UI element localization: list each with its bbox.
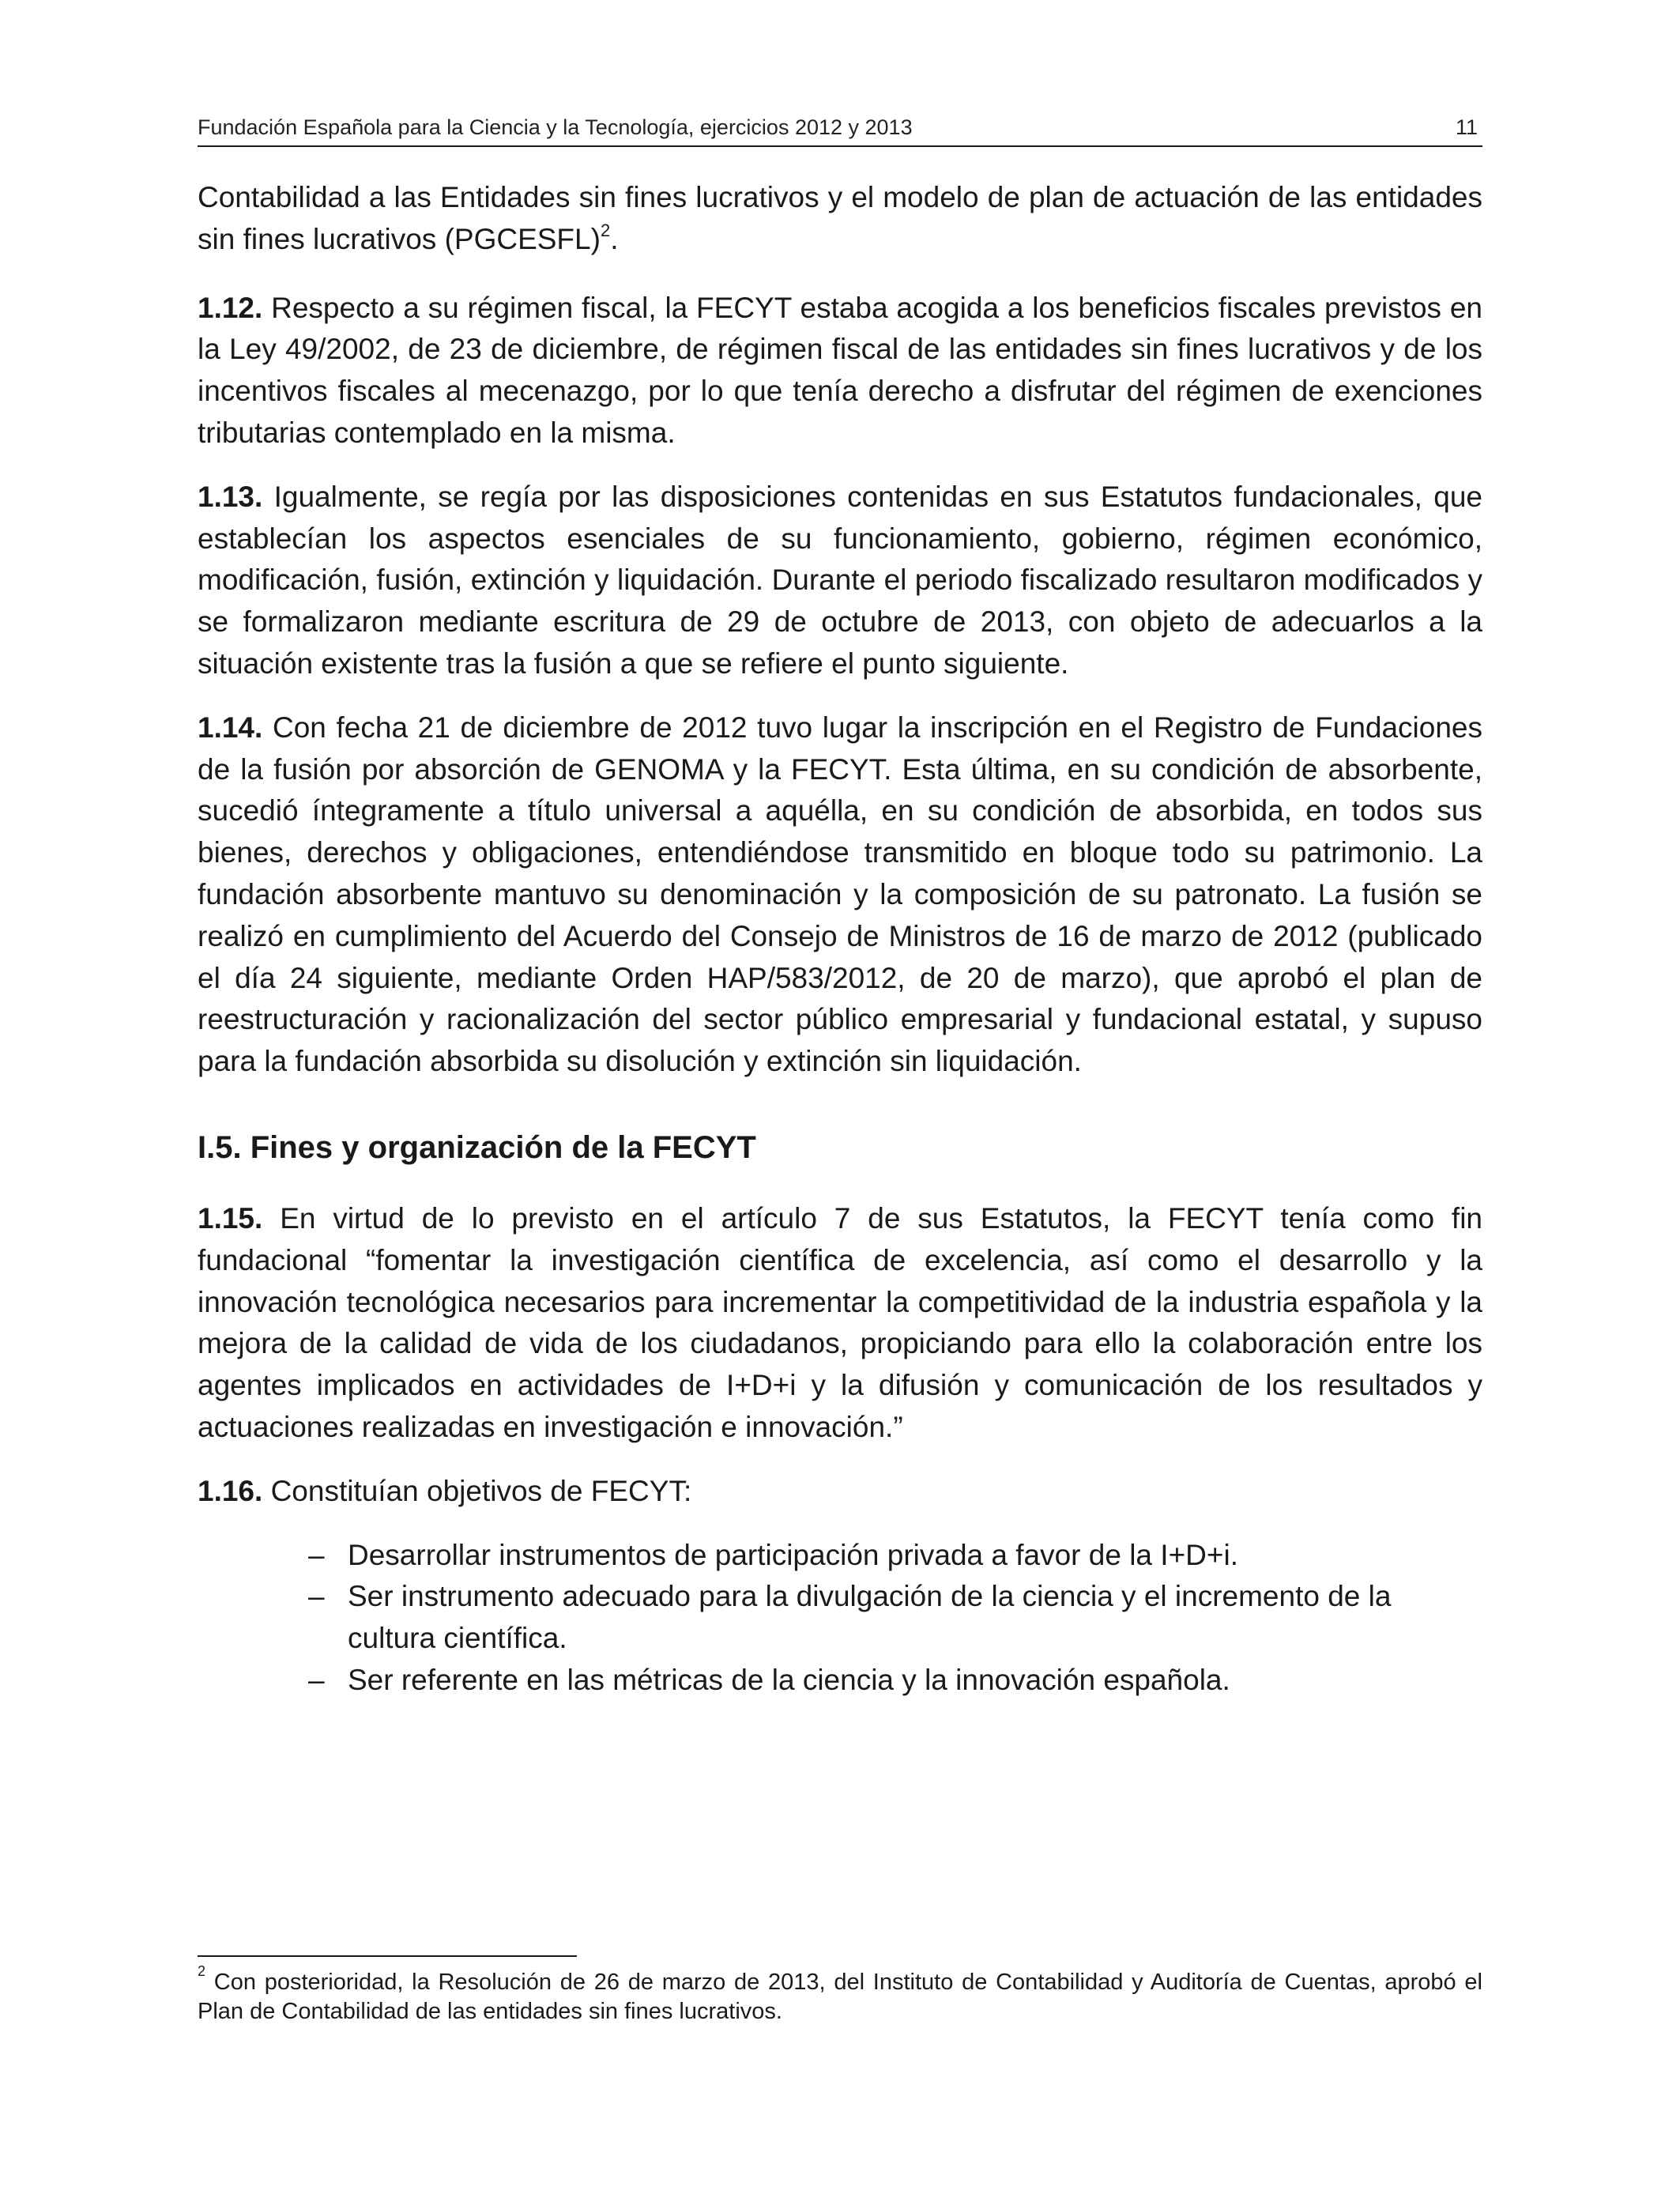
paragraph-1-15 [198, 1198, 1482, 1449]
footnote-reference[interactable]: 2 [600, 221, 611, 241]
list-item [308, 1660, 1482, 1702]
dash-bullet: – [308, 1663, 325, 1696]
paragraph-number: 1.12. [198, 291, 263, 324]
paragraph-number: 1.14. [198, 711, 263, 744]
paragraph-text: En virtud de lo previsto en el artículo 7 de sus Estatutos, la FECYT tenía como fin fundacional “fomentar la investigación científica de excelencia, así como el desarrollo y la innovación tecnológica necesarios para incrementar la competitividad de la industria española y la mejora de la calidad de vida de los ciudadanos, propiciando para ello la colaboración entre los agentes implicados en actividades de I+D+i y la difusión y comunicación de los resultados y actuaciones realizadas en investigación e innovación.” [198, 1201, 1482, 1443]
paragraph-1-12 [198, 288, 1482, 454]
paragraph-1-16 [198, 1471, 1482, 1513]
dash-bullet: – [308, 1538, 325, 1571]
header-title: Fundación Española para la Ciencia y la Tecnología, ejercicios 2012 y 2013 [198, 115, 913, 139]
intro-end: . [610, 222, 619, 255]
list-item-text: Ser referente en las métricas de la ciencia y la innovación española. [348, 1663, 1230, 1696]
paragraph-1-14 [198, 707, 1482, 1083]
paragraph-number: 1.16. [198, 1474, 263, 1507]
footnote [198, 1963, 1482, 2026]
paragraph-number: 1.15. [198, 1201, 263, 1235]
paragraph-text: Igualmente, se regía por las disposiciones contenidas en sus Estatutos fundacionales, que establecían los aspectos esenciales de su funcionamiento, gobierno, régimen económico, modificación, fusión, extinción y liquidación. Durante el periodo fiscalizado resultaron modificados y se formalizaron mediante escritura de 29 de octubre de 2013, con objeto de adecuarlos a la situación existente tras la fusión a que se refiere el punto siguiente. [198, 480, 1482, 680]
list-item [308, 1576, 1482, 1660]
footnote-text: Con posterioridad, la Resolución de 26 de marzo de 2013, del Instituto de Contabilidad y Auditoría de Cuentas, aprobó el Plan de Contabilidad de las entidades sin fines lucrativos. [198, 1970, 1482, 2024]
footnote-marker: 2 [198, 1963, 206, 1980]
dash-bullet: – [308, 1580, 325, 1613]
page-header [198, 109, 1482, 147]
page-number: 11 [1455, 115, 1478, 139]
paragraph-text: Con fecha 21 de diciembre de 2012 tuvo lugar la inscripción en el Registro de Fundaciones de la fusión por absorción de GENOMA y la FECYT. Esta última, en su condición de absorbente, sucedió íntegramente a título universal a aquélla, en su condición de absorbida, en todos sus bienes, derechos y obligaciones, entendiéndose transmitido en bloque todo su patrimonio. La fundación absorbente mantuvo su denominación y la composición de su patronato. La fusión se realizó en cumplimiento del Acuerdo del Consejo de Ministros de 16 de marzo de 2012 (publicado el día 24 siguiente, mediante Orden HAP/583/2012, de 20 de marzo), que aprobó el plan de reestructuración y racionalización del sector público empresarial y fundacional estatal, y supuso para la fundación absorbida su disolución y extinción sin liquidación. [198, 711, 1482, 1078]
document-page [198, 0, 1482, 2194]
list-item-text: Ser instrumento adecuado para la divulgación de la ciencia y el incremento de la cultura científica. [348, 1580, 1392, 1655]
paragraph-1-13 [198, 477, 1482, 685]
intro-text: Contabilidad a las Entidades sin fines lucrativos y el modelo de plan de actuación de las entidades sin fines lucrativos (PGCESFL) [198, 181, 1482, 255]
footnote-divider [198, 1955, 577, 1957]
list-item-text: Desarrollar instrumentos de participación privada a favor de la I+D+i. [348, 1538, 1239, 1571]
paragraph-text: Respecto a su régimen fiscal, la FECYT estaba acogida a los beneficios fiscales previstos en la Ley 49/2002, de 23 de diciembre, de régimen fiscal de las entidades sin fines lucrativos y de los incentivos fiscales al mecenazgo, por lo que tenía derecho a disfrutar del régimen de exenciones tributarias contemplado en la misma. [198, 291, 1483, 449]
objectives-list [198, 1535, 1482, 1702]
body-text [198, 177, 1482, 1702]
intro-paragraph [198, 177, 1482, 261]
paragraph-number: 1.13. [198, 480, 263, 513]
section-heading: I.5. Fines y organización de la FECYT [198, 1129, 756, 1165]
list-item [308, 1535, 1482, 1577]
paragraph-text: Constituían objetivos de FECYT: [270, 1474, 692, 1507]
